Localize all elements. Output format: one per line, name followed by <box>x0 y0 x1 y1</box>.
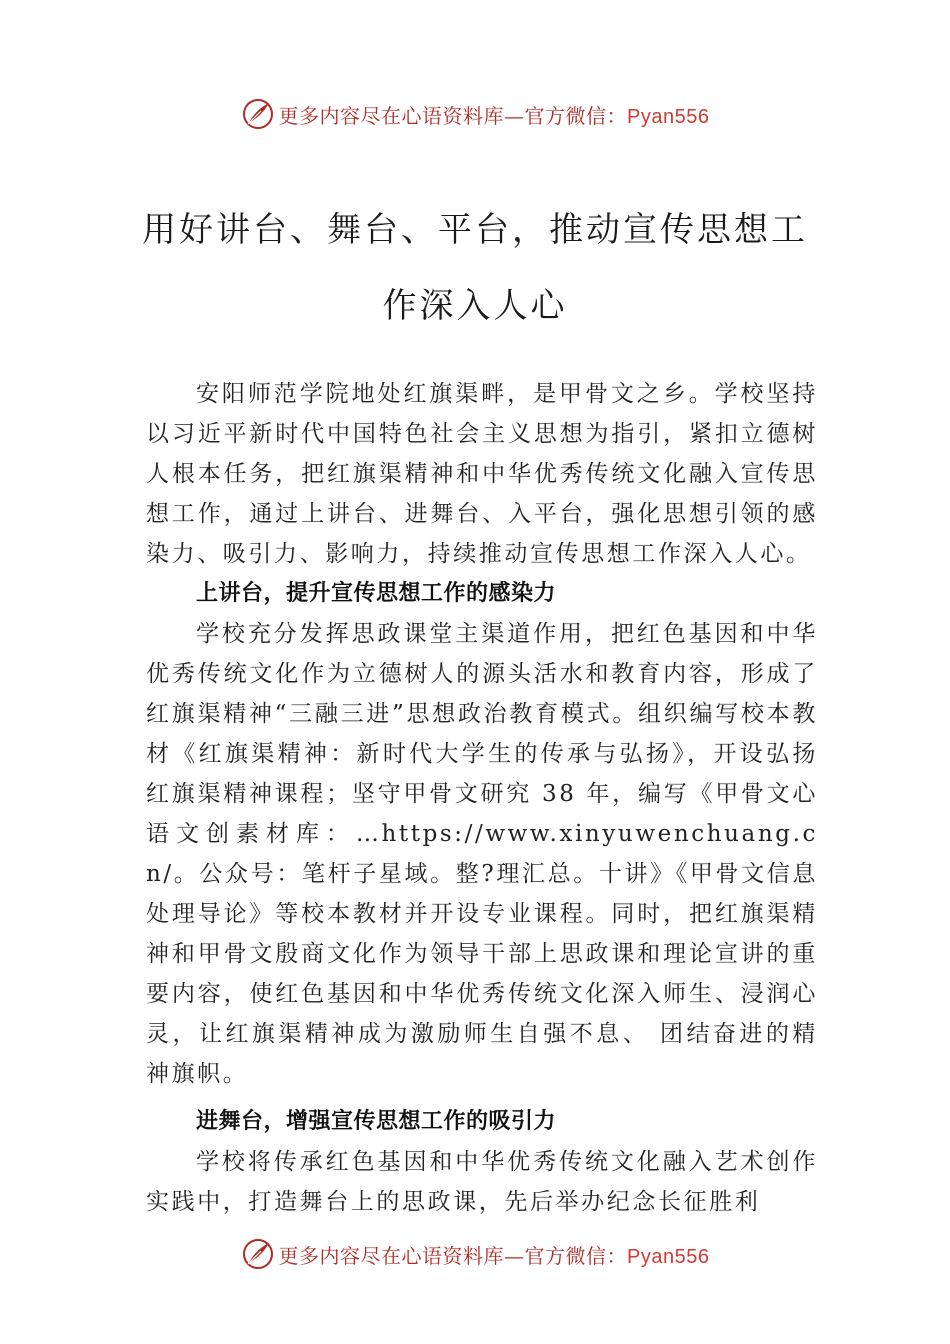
page-title <box>120 192 830 344</box>
title-line-2: 作深入人心 <box>382 286 568 326</box>
section-paragraph-lectern: 学校充分发挥思政课堂主渠道作用，把红色基因和中华优秀传统文化作为立德树人的源头活水和教育内容，形成了红旗渠精神“三融三进”思想政治教育模式。组织编写校本教材《红旗渠精神：新时代大学生的传承与弘扬》，开设弘扬红旗渠精神课程；坚守甲骨文研究 38 年，编写《甲骨文心语文创素材库：…https://www.xinyuwenchuang.cn/。公众号：笔杆子星域。整?理汇总。十讲》《甲骨文信息处理导论》等校本教材并开设专业课程。同时，把红旗渠精神和甲骨文殷商文化作为领导干部上思政课和理论宣讲的重要内容，使红色基因和中华优秀传统文化深入师生、浸润心灵，让红旗渠精神成为激励师生自强不息、 团结奋进的精神旗帜。 <box>146 621 818 1087</box>
footer-banner <box>0 1234 950 1274</box>
wechat-id: Pyan556 <box>627 105 710 128</box>
quill-logo-icon <box>241 1237 275 1271</box>
intro-paragraph: 安阳师范学院地处红旗渠畔，是甲骨文之乡。学校坚持以习近平新时代中国特色社会主义思想为指引，紧扣立德树人根本任务，把红旗渠精神和中华优秀传统文化融入宣传思想工作，通过上讲台、进舞台、入平台，强化思想引领的感染力、吸引力、影响力，持续推动宣传思想工作深入人心。 <box>146 381 818 567</box>
section-heading-lectern: 上讲台，提升宣传思想工作的感染力 <box>196 581 557 606</box>
section-paragraph-stage: 学校将传承红色基因和中华优秀传统文化融入艺术创作实践中，打造舞台上的思政课，先后举办纪念长征胜利 <box>146 1149 818 1215</box>
section-heading-stage: 进舞台，增强宣传思想工作的吸引力 <box>196 1109 557 1134</box>
banner-text: 更多内容尽在心语资料库—官方微信：Pyan556 <box>278 1243 710 1268</box>
wechat-id: Pyan556 <box>627 1245 710 1268</box>
title-line-1: 用好讲台、舞台、平台，推动宣传思想工 <box>142 210 808 250</box>
header-banner <box>0 94 950 134</box>
article-body <box>146 374 818 1222</box>
banner-text: 更多内容尽在心语资料库—官方微信：Pyan556 <box>278 103 710 128</box>
quill-logo-icon <box>241 97 275 131</box>
